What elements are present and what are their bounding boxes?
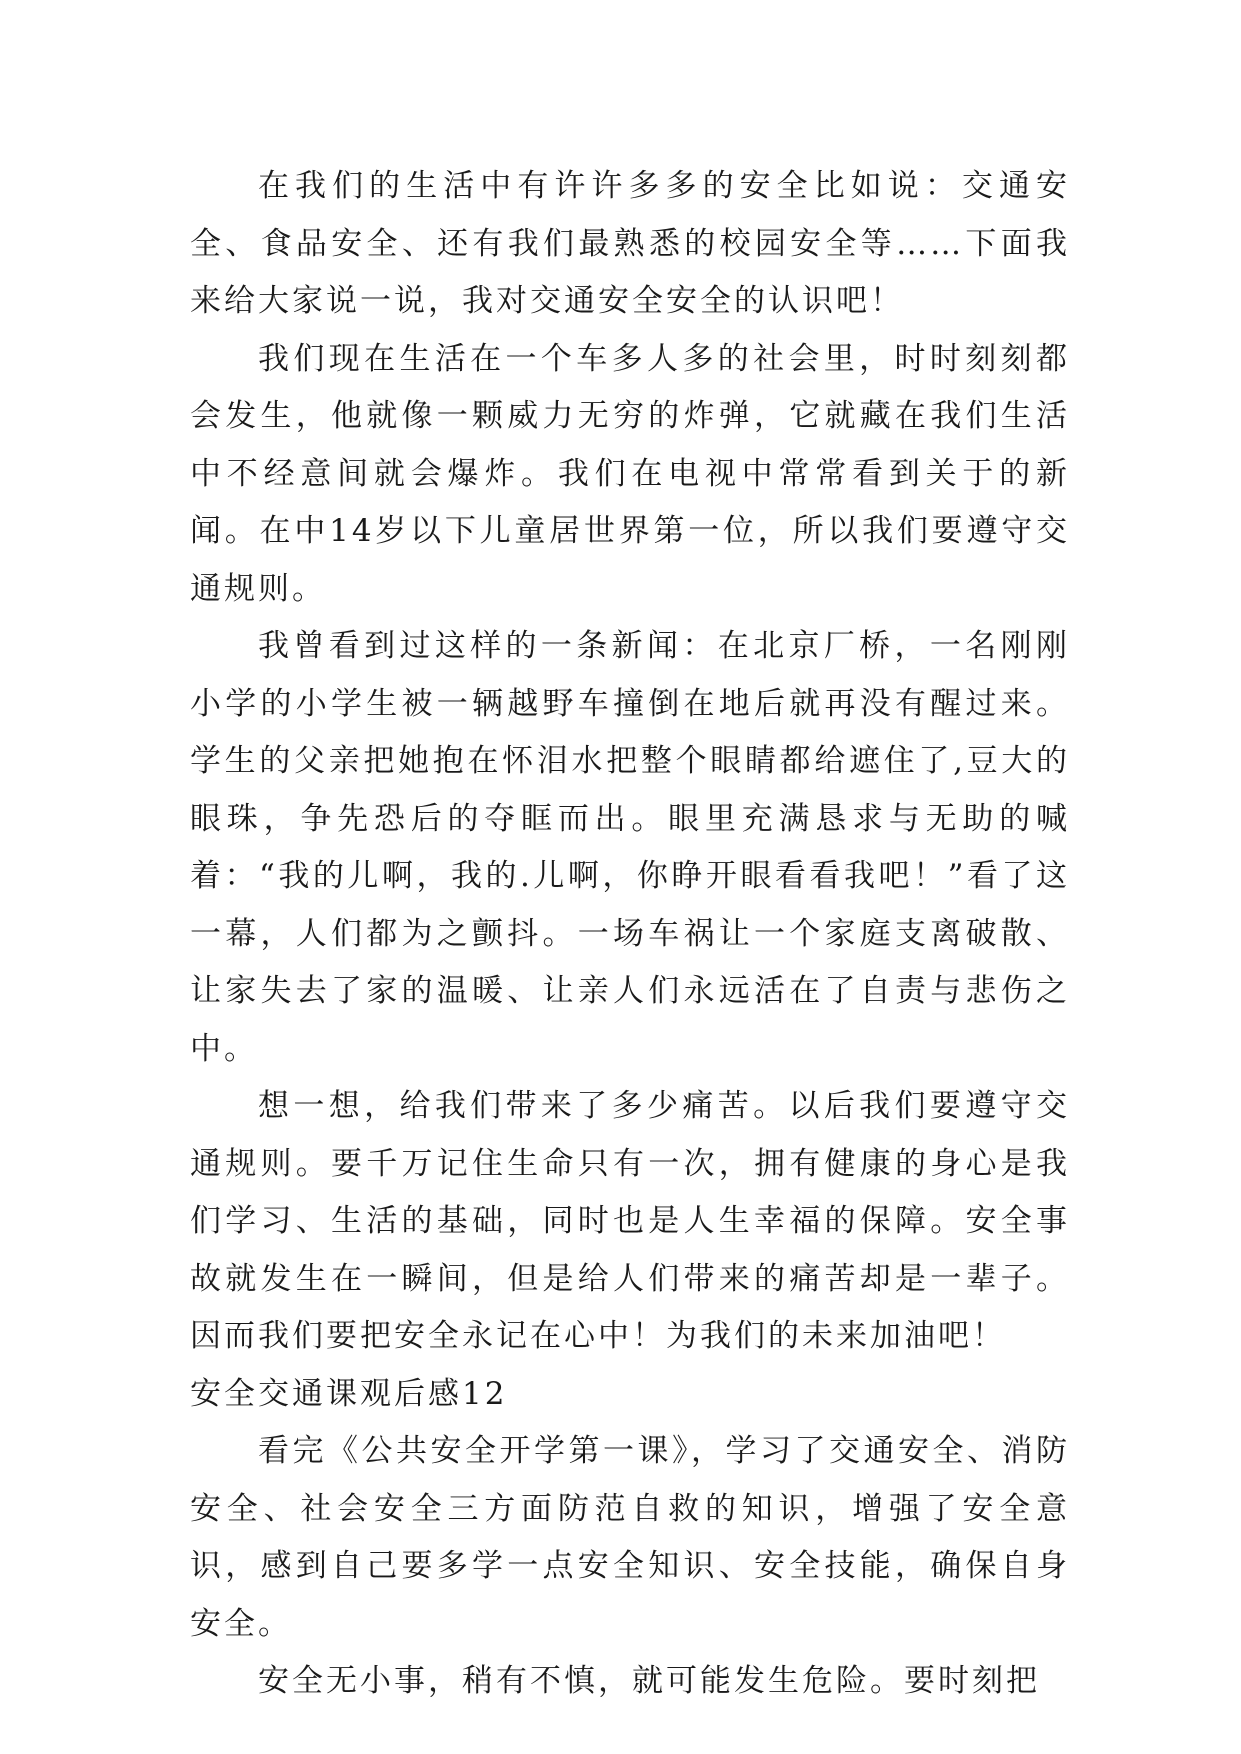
paragraph-6: 安全无小事，稍有不慎，就可能发生危险。要时刻把 [258, 1663, 1040, 1699]
paragraph-3: 我曾看到过这样的一条新闻：在北京厂桥，一名刚刚小学的小学生被一辆越野车撞倒在地后就再没有醒过来。学生的父亲把她抱在怀泪水把整个眼睛都给遮住了,豆大的眼珠，争先恐后的夺眶而出。眼里充满恳求与无助的喊着：“我的儿啊，我的.儿啊，你睁开眼看看我吧！”看了这一幕，人们都为之颤抖。一场车祸让一个家庭支离破散、让家失去了家的温暖、让亲人们永远活在了自责与悲伤之中。 [190, 628, 1070, 1067]
paragraph-4: 想一想，给我们带来了多少痛苦。以后我们要遵守交通规则。要千万记住生命只有一次，拥有健康的身心是我们学习、生活的基础，同时也是人生幸福的保障。安全事故就发生在一瞬间，但是给人们带来的痛苦却是一辈子。因而我们要把安全永记在心中！为我们的未来加油吧！ [190, 1088, 1070, 1354]
paragraph-1: 在我们的生活中有许许多多的安全比如说：交通安全、食品安全、还有我们最熟悉的校园安全等……下面我来给大家说一说，我对交通安全安全的认识吧！ [190, 168, 1070, 319]
document-body [190, 158, 1070, 1711]
paragraph-5: 看完《公共安全开学第一课》，学习了交通安全、消防安全、社会安全三方面防范自救的知识，增强了安全意识，感到自己要多学一点安全知识、安全技能，确保自身安全。 [190, 1433, 1070, 1642]
section-heading: 安全交通课观后感12 [190, 1375, 508, 1412]
paragraph-2: 我们现在生活在一个车多人多的社会里，时时刻刻都会发生，他就像一颗威力无穷的炸弹，它就藏在我们生活中不经意间就会爆炸。我们在电视中常常看到关于的新闻。在中14岁以下儿童居世界第一位，所以我们要遵守交通规则。 [190, 340, 1070, 607]
